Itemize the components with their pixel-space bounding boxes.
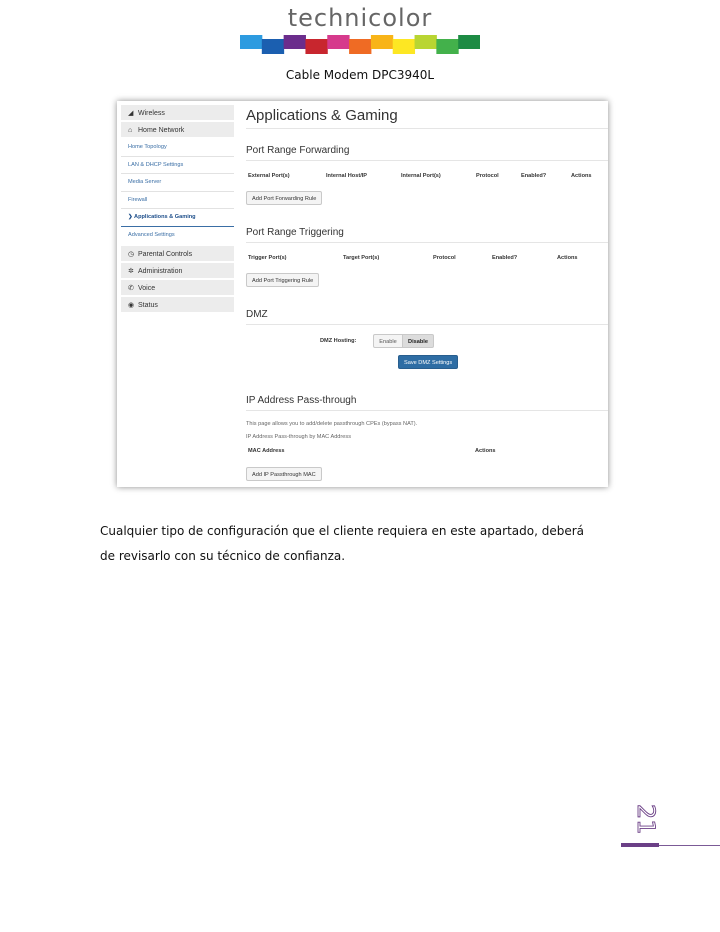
sidebar-item-home-network[interactable] [121, 122, 234, 139]
sidebar-subitem-label: Applications & Gaming [134, 214, 196, 220]
add-port-forwarding-rule-button[interactable]: Add Port Forwarding Rule [246, 191, 322, 205]
sidebar-item-administration[interactable] [121, 263, 234, 280]
footer-accent-bar [621, 843, 659, 847]
signal-icon: ◢ [128, 110, 134, 117]
brand-color-tile [393, 39, 415, 54]
dmz-disable-toggle[interactable]: Disable [402, 334, 434, 348]
ip-passthrough-heading: IP Address Pass-through [246, 395, 357, 406]
column-header: Enabled? [521, 173, 547, 179]
dmz-divider [246, 324, 608, 325]
brand-color-tile [327, 35, 349, 49]
sidebar-item-label: Administration [138, 268, 183, 275]
sidebar-subitem-media-server[interactable]: Media Server [121, 174, 234, 192]
sidebar-subitem-advanced-settings[interactable]: Advanced Settings [121, 227, 234, 245]
document-title: Cable Modem DPC3940L [285, 68, 435, 82]
sidebar-item-label: Parental Controls [138, 251, 193, 258]
column-header: Actions [557, 255, 578, 261]
port-triggering-heading: Port Range Triggering [246, 227, 344, 238]
dmz-enable-toggle[interactable]: Enable [373, 334, 403, 348]
brand-color-tile [349, 39, 371, 54]
sidebar-item-wireless[interactable] [121, 105, 234, 122]
brand-color-tile [371, 35, 393, 49]
status-icon: ◉ [128, 302, 135, 309]
brand-color-tile [415, 35, 437, 49]
home-icon: ⌂ [128, 127, 133, 134]
brand-color-tile [262, 39, 284, 54]
sidebar-item-parental-controls[interactable] [121, 246, 234, 263]
port-forwarding-divider [246, 160, 608, 161]
sidebar-subitem-home-topology[interactable]: Home Topology [121, 139, 234, 157]
paragraph-line: Cualquier tipo de configuración que el cliente requiera en este apartado, deberá [100, 524, 585, 538]
add-port-triggering-rule-button[interactable]: Add Port Triggering Rule [246, 273, 319, 287]
footer-rule [659, 845, 720, 846]
router-admin-screenshot [117, 101, 608, 487]
title-divider [246, 128, 608, 129]
phone-icon: ✆ [128, 285, 134, 292]
column-header: Protocol [433, 255, 456, 261]
brand-color-tile [240, 35, 262, 49]
sidebar-item-label: Voice [138, 285, 156, 292]
column-header: Actions [475, 448, 496, 454]
column-header: MAC Address [248, 448, 285, 454]
sidebar-nav [121, 105, 234, 314]
port-triggering-divider [246, 242, 608, 243]
sidebar-item-status[interactable] [121, 297, 234, 314]
brand-color-tile [436, 39, 458, 54]
brand-color-bar [240, 35, 480, 55]
page-number-text: 21 [632, 804, 660, 835]
chevron-right-icon: ❯ [128, 214, 133, 220]
brand-color-tile [284, 35, 306, 49]
sidebar-item-voice[interactable] [121, 280, 234, 297]
sidebar-item-label: Status [138, 302, 158, 309]
body-paragraph [100, 519, 640, 569]
dmz-heading: DMZ [246, 309, 268, 320]
column-header: Trigger Port(s) [248, 255, 287, 261]
brand-logo-text: technicolor [287, 4, 433, 32]
ip-passthrough-description: This page allows you to add/delete passthrough CPEs (bypass NAT). [246, 421, 418, 427]
dmz-hosting-label: DMZ Hosting: [320, 338, 357, 344]
port-forwarding-heading: Port Range Forwarding [246, 145, 350, 156]
column-header: Target Port(s) [343, 255, 380, 261]
column-header: Actions [571, 173, 592, 179]
column-header: External Port(s) [248, 173, 290, 179]
page-number [631, 800, 661, 840]
sidebar-item-label: Home Network [138, 127, 185, 134]
brand-color-tile [458, 35, 480, 49]
sidebar-item-label: Wireless [138, 110, 165, 117]
sidebar-subitem-lan-dhcp[interactable]: LAN & DHCP Settings [121, 157, 234, 175]
save-dmz-settings-button[interactable]: Save DMZ Settings [398, 355, 458, 369]
column-header: Protocol [476, 173, 499, 179]
brand-color-tile [305, 39, 327, 54]
clock-icon: ◷ [128, 251, 135, 258]
sidebar-subitem-applications-gaming[interactable] [121, 209, 234, 227]
page-title: Applications & Gaming [246, 107, 398, 124]
gear-icon: ✲ [128, 268, 134, 275]
ip-passthrough-divider [246, 410, 608, 411]
sidebar-subitem-firewall[interactable]: Firewall [121, 192, 234, 210]
column-header: Enabled? [492, 255, 518, 261]
ip-passthrough-subheading: IP Address Pass-through by MAC Address [246, 434, 351, 440]
paragraph-line: de revisarlo con su técnico de confianza. [100, 549, 346, 563]
column-header: Internal Port(s) [401, 173, 441, 179]
column-header: Internal Host/IP [326, 173, 368, 179]
add-ip-passthrough-mac-button[interactable]: Add IP Passthrough MAC [246, 467, 322, 481]
